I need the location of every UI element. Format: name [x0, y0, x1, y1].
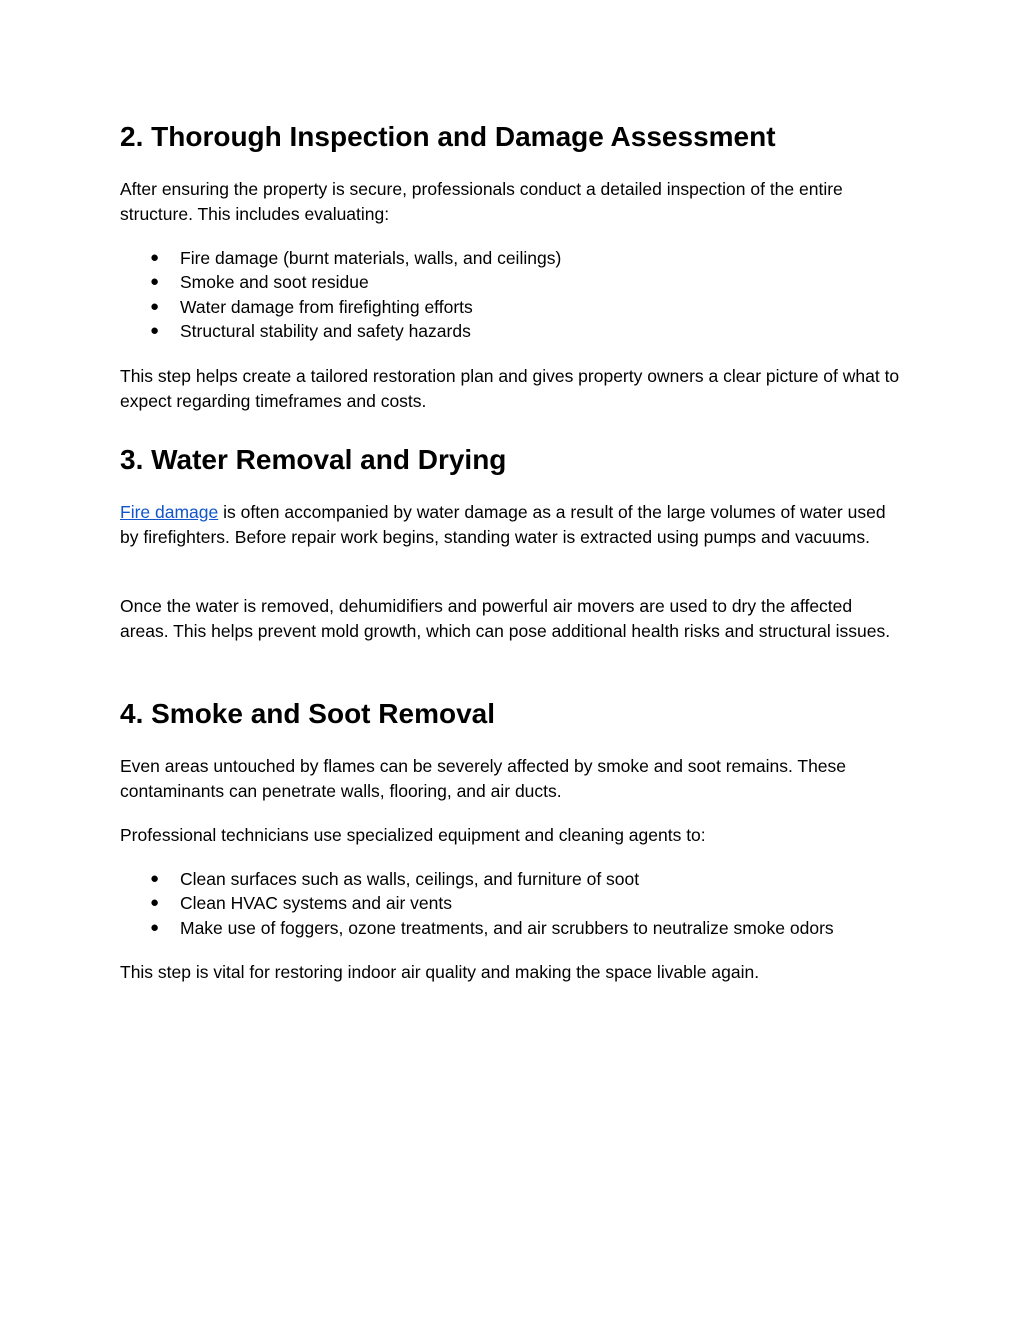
list-item: ● Clean surfaces such as walls, ceilings, and furniture of soot: [120, 867, 900, 891]
section-2-bullet-list: [120, 246, 900, 343]
bullet-icon: ●: [150, 918, 160, 936]
section-3-paragraph-2: Once the water is removed, dehumidifiers and powerful air movers are used to dry the affected areas. This helps prevent mold growth, which can pose additional health risks and structural issues.: [120, 596, 891, 641]
fire-damage-link[interactable]: Fire damage: [120, 502, 219, 522]
list-item: ● Clean HVAC systems and air vents: [120, 891, 900, 915]
list-item: ● Smoke and soot residue: [120, 270, 900, 294]
bullet-icon: ●: [150, 870, 160, 887]
list-item: ● Make use of foggers, ozone treatments, and air scrubbers to neutralize smoke odors: [120, 916, 900, 940]
list-item: ● Water damage from firefighting efforts: [120, 295, 900, 319]
section-4-bullet-list: [120, 867, 900, 940]
section-4-outro: This step is vital for restoring indoor air quality and making the space livable again.: [120, 962, 760, 982]
bullet-icon: ●: [150, 273, 160, 291]
section-4-paragraph-1: Even areas untouched by flames can be severely affected by smoke and soot remains. These contaminants can penetrate walls, flooring, and air ducts.: [120, 756, 847, 801]
bullet-icon: ●: [150, 297, 160, 315]
section-2-intro: After ensuring the property is secure, professionals conduct a detailed inspection of the entire structure. This includes evaluating:: [120, 179, 843, 224]
list-item: ● Fire damage (burnt materials, walls, and ceilings): [120, 246, 900, 270]
bullet-icon: ●: [150, 321, 160, 339]
section-3-paragraph-1: Fire damage is often accompanied by water damage as a result of the large volumes of water used by firefighters. Before repair work begins, standing water is extracted using pumps and vacuums.: [120, 502, 886, 547]
section-4-heading: 4. Smoke and Soot Removal: [120, 698, 495, 729]
section-3-heading: 3. Water Removal and Drying: [120, 444, 507, 475]
section-2-heading: 2. Thorough Inspection and Damage Assessment: [120, 121, 776, 152]
section-2-outro: This step helps create a tailored restoration plan and gives property owners a clear picture of what to expect regarding timeframes and costs.: [120, 366, 900, 411]
bullet-icon: ●: [150, 894, 160, 912]
bullet-icon: ●: [150, 249, 160, 266]
list-item: ● Structural stability and safety hazards: [120, 319, 900, 343]
section-4-paragraph-2: Professional technicians use specialized equipment and cleaning agents to:: [120, 825, 706, 845]
